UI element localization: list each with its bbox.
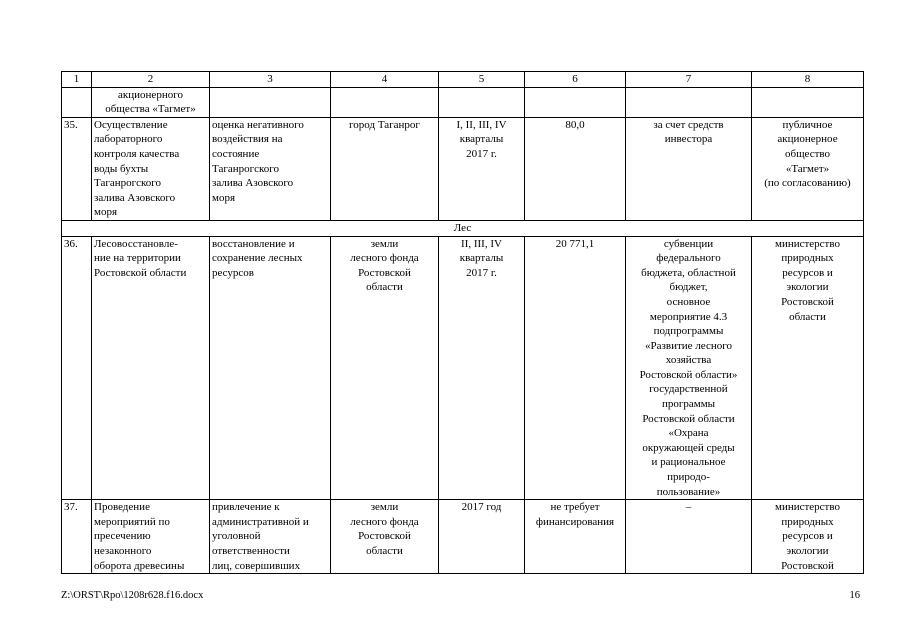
column-header: 6 xyxy=(525,72,626,88)
column-header: 7 xyxy=(626,72,752,88)
measure-funding-source: субвенции федерального бюджета, областной бюджет, основное мероприятие 4.3 подпрограммы «Развитие лесного хозяйства Ростовской области» государственной программы Ростовской области «Охрана окружающей среды и рациональное природо- пользование» xyxy=(626,236,752,500)
table-header-row xyxy=(62,72,864,88)
measures-table xyxy=(61,71,864,574)
measure-executor: министерство природных ресурсов и экологии Ростовской xyxy=(752,500,864,574)
measure-executor: министерство природных ресурсов и экологии Ростовской области xyxy=(752,236,864,500)
measure-location: земли лесного фонда Ростовской области xyxy=(331,236,439,500)
measure-purpose: привлечение к административной и уголовной ответственности лиц, совершивших xyxy=(210,500,331,574)
measure-purpose: восстановление и сохранение лесных ресурсов xyxy=(210,236,331,500)
measure-executor: публичное акционерное общество «Тагмет» (по согласованию) xyxy=(752,117,864,220)
measure-period: 2017 год xyxy=(439,500,525,574)
measure-location: город Таганрог xyxy=(331,117,439,220)
row-number: 35. xyxy=(62,117,92,220)
measure-name: Проведение мероприятий по пресечению незаконного оборота древесины xyxy=(92,500,210,574)
section-title: Лес xyxy=(62,220,864,236)
measure-location: земли лесного фонда Ростовской области xyxy=(331,500,439,574)
column-header: 2 xyxy=(92,72,210,88)
table-row xyxy=(62,117,864,220)
table-cell: акционерного общества «Тагмет» xyxy=(92,87,210,117)
column-header: 8 xyxy=(752,72,864,88)
row-number: 37. xyxy=(62,500,92,574)
footer-page-number: 16 xyxy=(849,590,860,601)
row-number: 36. xyxy=(62,236,92,500)
measure-period: I, II, III, IV кварталы 2017 г. xyxy=(439,117,525,220)
column-header: 4 xyxy=(331,72,439,88)
table-row xyxy=(62,87,864,117)
table-cell xyxy=(439,87,525,117)
column-header: 3 xyxy=(210,72,331,88)
table-cell xyxy=(752,87,864,117)
measure-funding-source: за счет средств инвестора xyxy=(626,117,752,220)
footer-file-path: Z:\ORST\Rpo\1208r628.f16.docx xyxy=(61,590,204,601)
table-cell xyxy=(525,87,626,117)
measure-amount: не требует финансирования xyxy=(525,500,626,574)
measure-name: Лесовосстановле- ние на территории Ростовской области xyxy=(92,236,210,500)
column-header: 1 xyxy=(62,72,92,88)
measure-period: II, III, IV кварталы 2017 г. xyxy=(439,236,525,500)
table-cell xyxy=(62,87,92,117)
column-header: 5 xyxy=(439,72,525,88)
table-cell xyxy=(331,87,439,117)
measure-amount: 20 771,1 xyxy=(525,236,626,500)
measure-funding-source: – xyxy=(626,500,752,574)
table-cell xyxy=(210,87,331,117)
measure-amount: 80,0 xyxy=(525,117,626,220)
table-row xyxy=(62,500,864,574)
table-row xyxy=(62,236,864,500)
table-cell xyxy=(626,87,752,117)
section-row xyxy=(62,220,864,236)
measure-name: Осуществление лабораторного контроля качества воды бухты Таганрогского залива Азовского моря xyxy=(92,117,210,220)
measure-purpose: оценка негативного воздействия на состояние Таганрогского залива Азовского моря xyxy=(210,117,331,220)
